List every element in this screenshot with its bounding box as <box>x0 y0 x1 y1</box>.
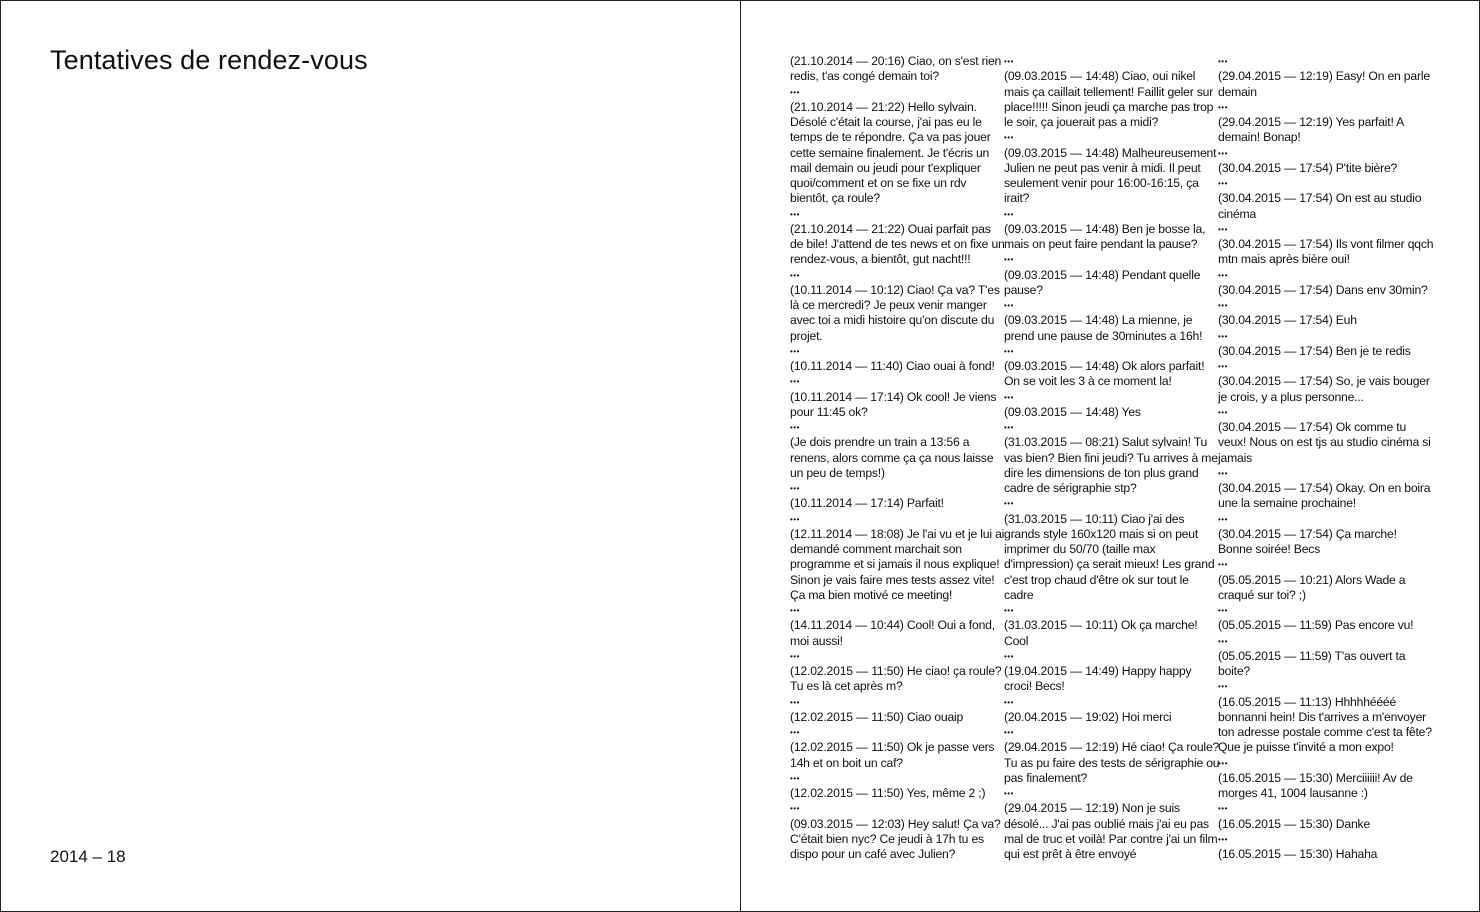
message-entry: (Je dois prendre un train a 13:56 a renens, alors comme ça ça nous laisse un peu de temps!) <box>790 435 994 480</box>
message-separator: ••• <box>1218 468 1228 478</box>
message-entry: (14.11.2014 — 10:44) Cool! Oui a fond, moi aussi! <box>790 618 995 648</box>
right-page <box>742 1 1479 911</box>
message-entry: (30.04.2015 — 17:54) Ok comme tu veux! Nous on est tjs au studio cinéma si jamais <box>1218 420 1431 465</box>
page-title: Tentatives de rendez-vous <box>50 45 368 75</box>
message-entry: (30.04.2015 — 17:54) Ils vont filmer qqch mtn mais après bière oui! <box>1218 237 1434 267</box>
message-entry: (10.11.2014 — 17:14) Parfait! <box>790 496 944 511</box>
message-entry: (21.10.2014 — 20:16) Ciao, on s'est rien redis, t'as congé demain toi? <box>790 54 1002 84</box>
message-separator: ••• <box>1004 728 1014 737</box>
message-separator: ••• <box>790 773 800 783</box>
message-entry: (09.03.2015 — 12:03) Hey salut! Ça va? C'était bien nyc? Ce jeudi à 17h tu es dispo pour un café avec Julien? <box>790 816 1001 861</box>
message-entry: (30.04.2015 — 17:54) On est au studio cinéma <box>1218 191 1422 221</box>
message-separator: ••• <box>790 606 800 615</box>
message-separator: ••• <box>1004 301 1014 310</box>
message-separator: ••• <box>1218 758 1228 768</box>
message-separator: ••• <box>1218 301 1228 310</box>
message-entry: (30.04.2015 — 17:54) Ben je te redis <box>1218 343 1411 358</box>
message-separator: ••• <box>1218 148 1228 158</box>
message-separator: ••• <box>790 377 800 387</box>
message-separator: ••• <box>1004 57 1014 66</box>
message-entry: (30.04.2015 — 17:54) Dans env 30min? <box>1218 282 1428 297</box>
message-separator: ••• <box>1004 651 1014 661</box>
message-entry: (12.02.2015 — 11:50) Ok je passe vers 14h et on boit un caf? <box>790 740 995 770</box>
message-separator: ••• <box>1218 636 1228 646</box>
message-entry: (20.04.2015 — 19:02) Hoi merci <box>1004 709 1172 724</box>
message-entry: (05.05.2015 — 10:21) Alors Wade a craqué sur toi? ;) <box>1218 572 1406 602</box>
message-separator: ••• <box>1218 560 1228 570</box>
message-separator: ••• <box>1218 514 1228 524</box>
message-entry: (09.03.2015 — 14:48) Pendant quelle pause? <box>1004 267 1201 297</box>
message-entry: (12.02.2015 — 11:50) He ciao! ça roule? Tu es là cet après m? <box>790 664 1002 694</box>
message-column-2 <box>1004 54 1220 862</box>
message-separator: ••• <box>1218 407 1228 417</box>
message-entry: (16.05.2015 — 15:30) Danke <box>1218 816 1370 831</box>
message-separator: ••• <box>1218 834 1228 844</box>
message-entry: (16.05.2015 — 15:30) Merciiiiii! Av de morges 41, 1004 lausanne :) <box>1218 770 1413 800</box>
message-separator: ••• <box>790 484 800 493</box>
message-entry: (10.11.2014 — 11:40) Ciao ouai à fond! <box>790 359 995 373</box>
message-separator: ••• <box>1004 423 1014 432</box>
message-separator: ••• <box>790 270 800 280</box>
message-column-1 <box>790 54 1006 862</box>
message-entry: (12.02.2015 — 11:50) Yes, même 2 ;) <box>790 786 986 800</box>
message-entry: (10.11.2014 — 10:12) Ciao! Ça va? T'es là ce mercredi? Je peux venir manger avec toi a midi histoire qu'on discute du projet. <box>790 282 1000 343</box>
message-separator: ••• <box>1218 362 1228 371</box>
message-separator: ••• <box>1218 179 1228 188</box>
message-separator: ••• <box>1218 102 1228 112</box>
message-separator: ••• <box>790 346 800 356</box>
message-entry: (09.03.2015 — 14:48) La mienne, je prend une pause de 30minutes a 16h! <box>1004 313 1203 343</box>
message-separator: ••• <box>1218 804 1228 814</box>
message-entry: (30.04.2015 — 17:54) So, je vais bouger je crois, y a plus personne... <box>1218 374 1430 404</box>
message-separator: ••• <box>790 728 800 737</box>
message-entry: (10.11.2014 — 17:14) Ok cool! Je viens pour 11:45 ok? <box>790 389 997 419</box>
message-separator: ••• <box>1004 346 1014 356</box>
message-entry: (16.05.2015 — 11:13) Hhhhhéééé bonnanni hein! Dis t'arrives a m'envoyer ton adresse postale comme c'est ta fête? Que je puisse t'invité a mon expo! <box>1218 694 1432 755</box>
page-folio: 2014 – 18 <box>50 847 126 866</box>
message-entry: (09.03.2015 — 14:48) Ok alors parfait! On se voit les 3 à ce moment la! <box>1004 359 1205 389</box>
message-entry: (30.04.2015 — 17:54) P'tite bière? <box>1218 160 1398 175</box>
message-separator: ••• <box>790 87 800 97</box>
message-entry: (05.05.2015 — 11:59) T'as ouvert ta boite? <box>1218 648 1406 678</box>
message-separator: ••• <box>1218 331 1228 341</box>
message-entry: (29.04.2015 — 12:19) Hé ciao! Ça roule? Tu as pu faire des tests de sérigraphie ou pas finalement? <box>1004 740 1220 785</box>
message-separator: ••• <box>1004 209 1014 219</box>
message-separator: ••• <box>790 651 800 661</box>
message-separator: ••• <box>790 804 800 814</box>
message-separator: ••• <box>1218 57 1228 66</box>
message-entry: (09.03.2015 — 14:48) Yes <box>1004 404 1141 419</box>
message-separator: ••• <box>790 514 800 524</box>
message-separator: ••• <box>1004 499 1014 509</box>
message-entry: (29.04.2015 — 12:19) Yes parfait! A demain! Bonap! <box>1218 115 1404 145</box>
message-entry: (09.03.2015 — 14:48) Ciao, oui nikel mais ça caillait tellement! Faillit geler sur place!!!!! Sinon jeudi ça marche pas trop le soir, ça jouerait pas a midi? <box>1004 69 1214 129</box>
message-entry: (31.03.2015 — 10:11) Ok ça marche! Cool <box>1004 618 1198 648</box>
left-page <box>1 1 741 911</box>
message-entry: (30.04.2015 — 17:54) Okay. On en boira une la semaine prochaine! <box>1218 481 1431 511</box>
message-separator: ••• <box>1218 270 1228 280</box>
message-column-3 <box>1218 54 1434 862</box>
message-separator: ••• <box>790 209 800 219</box>
message-entry: (30.04.2015 — 17:54) Euh <box>1218 313 1357 328</box>
message-separator: ••• <box>1004 133 1014 143</box>
message-separator: ••• <box>790 423 800 432</box>
message-separator: ••• <box>1218 682 1228 692</box>
message-entry: (31.03.2015 — 08:21) Salut sylvain! Tu vas bien? Bien fini jeudi? Tu arrives à me dire les dimensions de ton plus grand cadre de sérigraphie stp? <box>1004 435 1218 495</box>
message-entry: (12.11.2014 — 18:08) Je l'ai vu et je lui ai demandé comment marchait son programme et si jamais il nous explique! Sinon je vais faire mes tests assez vite! Ça ma bien motivé ce meeting! <box>790 526 1005 602</box>
message-entry: (21.10.2014 — 21:22) Ouai parfait pas de bile! J'attend de tes news et on fixe un rendez-vous, a bientôt, gut nacht!!! <box>790 221 1005 267</box>
message-entry: (05.05.2015 — 11:59) Pas encore vu! <box>1218 618 1414 633</box>
message-separator: ••• <box>790 697 800 707</box>
message-separator: ••• <box>1004 606 1014 615</box>
message-entry: (21.10.2014 — 21:22) Hello sylvain. Désolé c'était la course, j'ai pas eu le temps de te répondre. Ça va pas jouer cette semaine finalement. Je t'écris un mail demain ou jeudi pour t'expliquer quoi/comment et on se fixe un rdv bientôt, ça roule? <box>790 99 991 206</box>
message-separator: ••• <box>1004 255 1014 265</box>
message-entry: (29.04.2015 — 12:19) Non je suis désolé... J'ai pas oublié mais j'ai eu pas mal de truc et voilà! Par contre j'ai un film qui est prêt à être envoyé <box>1004 801 1218 861</box>
message-entry: (29.04.2015 — 12:19) Easy! On en parle demain <box>1218 69 1430 99</box>
message-entry: (09.03.2015 — 14:48) Ben je bosse la, mais on peut faire pendant la pause? <box>1004 221 1206 251</box>
message-entry: (09.03.2015 — 14:48) Malheureusement Julien ne peut pas venir à midi. Il peut seulement venir pour 16:00-16:15, ça irait? <box>1004 145 1217 206</box>
message-entry: (12.02.2015 — 11:50) Ciao ouaip <box>790 709 964 724</box>
message-separator: ••• <box>1004 697 1014 707</box>
message-entry: (16.05.2015 — 15:30) Hahaha <box>1218 847 1378 861</box>
message-entry: (19.04.2015 — 14:49) Happy happy croci! Becs! <box>1004 664 1192 694</box>
message-separator: ••• <box>1004 392 1014 402</box>
message-entry: (30.04.2015 — 17:54) Ça marche! Bonne soirée! Becs <box>1218 526 1397 556</box>
message-entry: (31.03.2015 — 10:11) Ciao j'ai des grands style 160x120 mais si on peut imprimer du 50/70 (taille max d'impression) ça serait mieux! Les grand c'est trop chaud d'être ok sur tout le cadre <box>1004 511 1215 602</box>
message-separator: ••• <box>1218 606 1228 615</box>
message-separator: ••• <box>1218 224 1228 234</box>
message-separator: ••• <box>1004 789 1014 798</box>
